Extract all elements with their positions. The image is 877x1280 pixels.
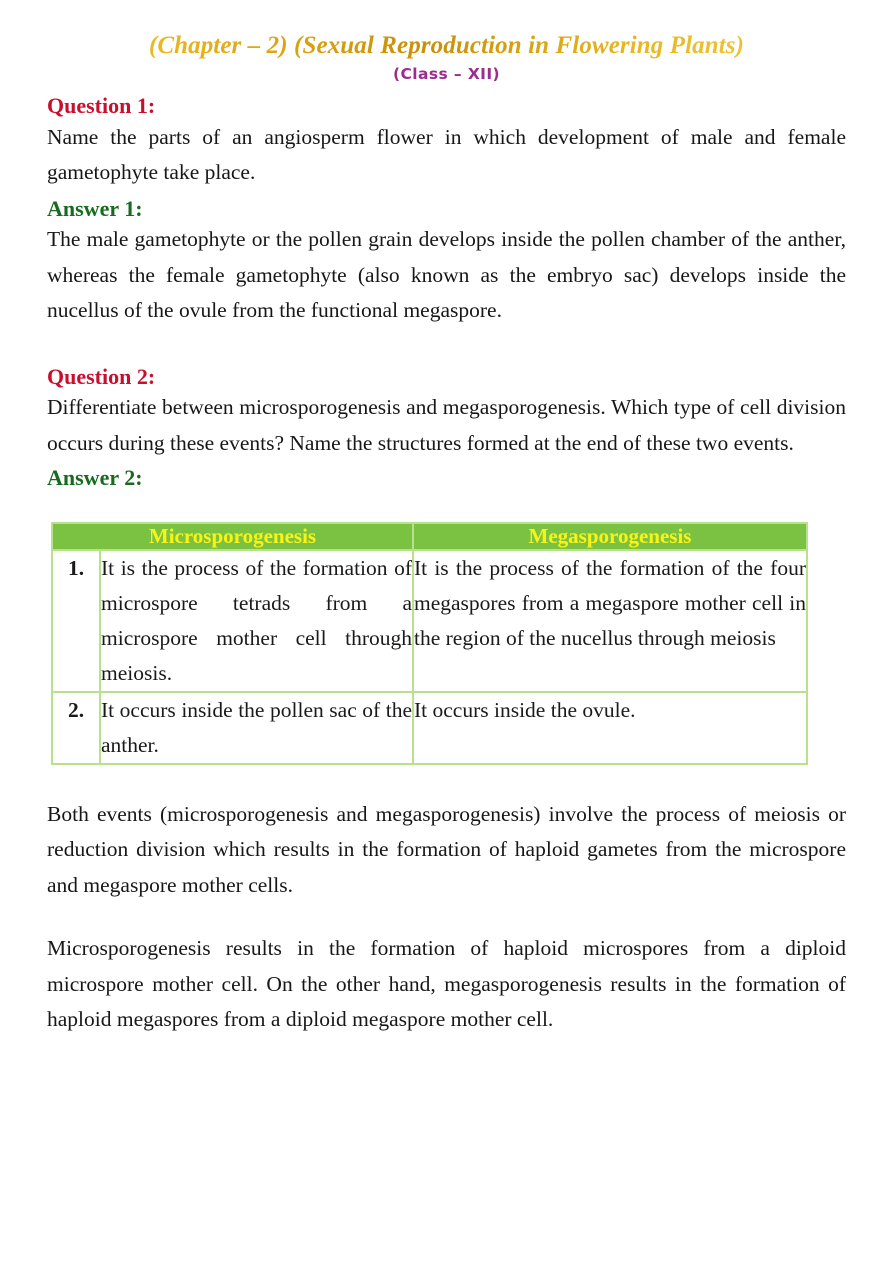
closing-paragraph-1: Both events (microsporogenesis and megasporogenesis) involve the process of meiosis or reduction division which results in the formation of haploid gametes from the microspore and megaspore mother cells. xyxy=(47,801,846,897)
cell-microsporogenesis: It is the process of the formation of microspore tetrads from a microspore mother cell through meiosis. xyxy=(99,551,412,693)
answer-1-label: Answer 1: xyxy=(47,195,143,221)
closing-paragraph-2: Microsporogenesis results in the formation of haploid microspores from a diploid microspore mother cell. On the other hand, megasporogenesis results in the formation of haploid megaspores from a diploid megaspore mother cell. xyxy=(47,936,846,1032)
page-subtitle: (Class – XII) xyxy=(393,65,500,84)
table-header-row xyxy=(51,522,808,551)
answer-1-text: The male gametophyte or the pollen grain develops inside the pollen chamber of the anther, whereas the female gametophyte (also known as the embryo sac) develops inside the nucellus of the ovule from the functional megaspore. xyxy=(47,227,846,323)
table-header-megasporogenesis: Megasporogenesis xyxy=(412,522,808,551)
table-row xyxy=(51,693,808,765)
cell-megasporogenesis: It occurs inside the ovule. xyxy=(412,693,808,765)
question-2-text: Differentiate between microsporogenesis and megasporogenesis. Which type of cell division occurs during these events? Name the structures formed at the end of these two events. xyxy=(47,395,846,455)
table-row xyxy=(51,551,808,693)
comparison-table xyxy=(51,522,808,765)
page-title: (Chapter – 2) (Sexual Reproduction in Flowering Plants) xyxy=(47,0,846,59)
row-number: 2. xyxy=(51,693,99,765)
cell-megasporogenesis: It is the process of the formation of the four megaspores from a megaspore mother cell in the region of the nucellus through meiosis xyxy=(412,551,808,693)
row-number: 1. xyxy=(51,551,99,693)
table-header-microsporogenesis: Microsporogenesis xyxy=(51,522,412,551)
answer-2-label: Answer 2: xyxy=(47,465,143,491)
cell-microsporogenesis: It occurs inside the pollen sac of the anther. xyxy=(99,693,412,765)
question-1-label: Question 1: xyxy=(47,93,156,119)
question-2-label: Question 2: xyxy=(47,363,156,389)
question-1-text: Name the parts of an angiosperm flower in which development of male and female gametophyte take place. xyxy=(47,124,846,185)
